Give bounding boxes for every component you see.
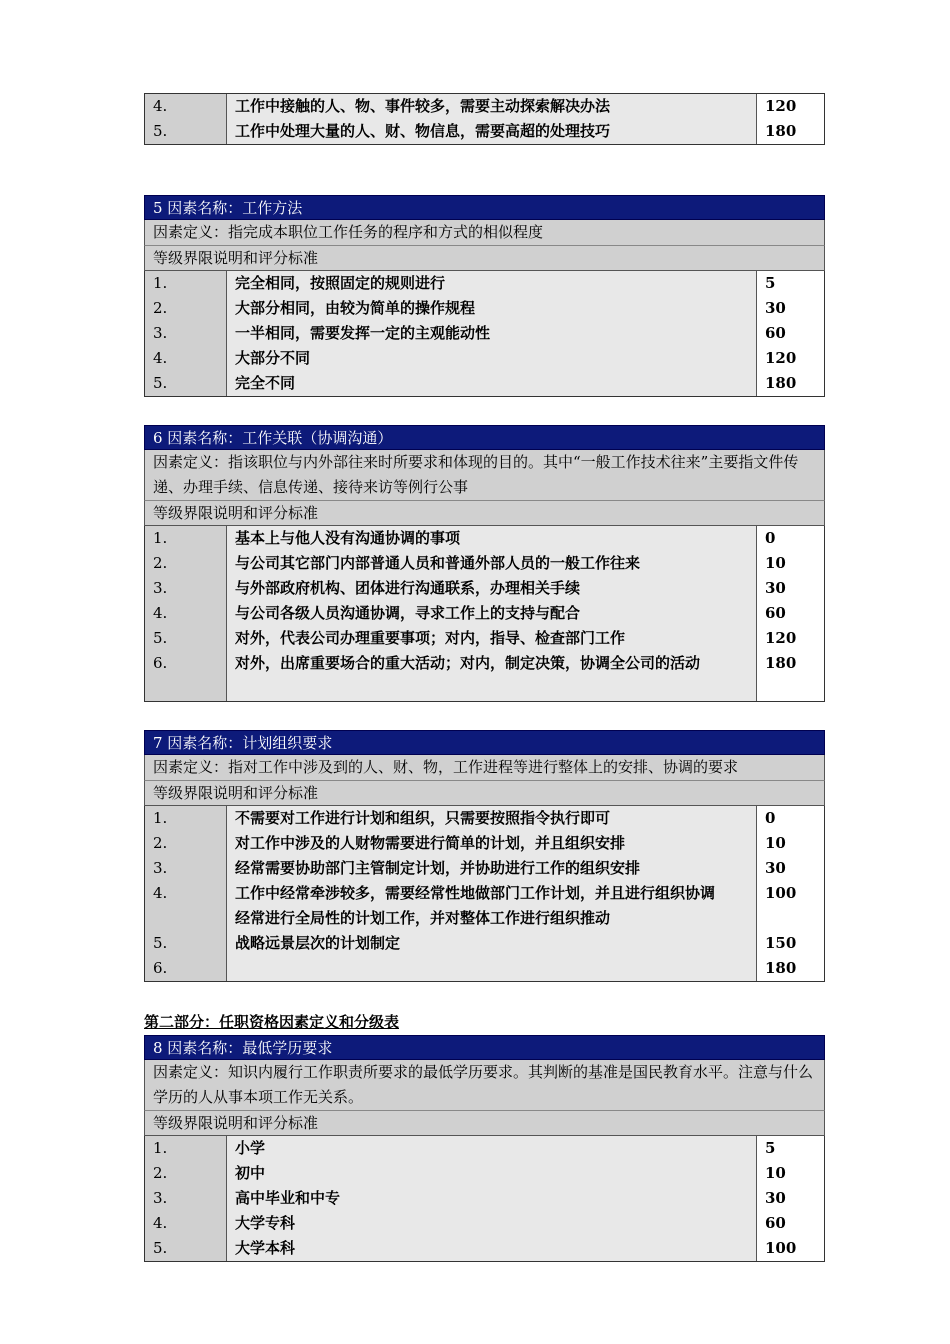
factor-definition: 因素定义：指该职位与内外部往来时所要求和体现的目的。其中“一般工作技术往来”主要指文件传递、办理手续、信息传递、接待来访等例行公事	[144, 450, 825, 501]
level-number: 5.	[153, 374, 168, 392]
level-description: 初中	[235, 1164, 266, 1182]
level-rows	[144, 271, 825, 397]
level-scores	[757, 94, 824, 144]
level-score: 120	[765, 629, 797, 647]
level-score: 5	[765, 274, 776, 292]
level-score: 10	[765, 834, 786, 852]
level-description: 与公司其它部门内部普通人员和普通外部人员的一般工作往来	[235, 554, 641, 572]
level-number: 1.	[153, 529, 168, 547]
levels-label: 等级界限说明和评分标准	[144, 1111, 825, 1136]
level-description: 大学本科	[235, 1239, 296, 1257]
factor-5-table	[144, 195, 825, 397]
level-number: 5.	[153, 122, 168, 140]
factor-title: 5 因素名称：工作方法	[144, 195, 825, 220]
level-number: 2.	[153, 299, 168, 317]
level-description: 完全相同，按照固定的规则进行	[235, 274, 446, 292]
level-number: 3.	[153, 1189, 168, 1207]
level-number: 4.	[153, 97, 168, 115]
level-descriptions	[227, 1136, 757, 1261]
partial-factor-table	[144, 93, 825, 145]
section-title: 第二部分：任职资格因素定义和分级表	[144, 1013, 400, 1031]
level-descriptions	[227, 806, 757, 981]
level-number: 4.	[153, 604, 168, 622]
factor-definition: 因素定义：指对工作中涉及到的人、财、物，工作进程等进行整体上的安排、协调的要求	[144, 755, 825, 781]
level-description: 一半相同，需要发挥一定的主观能动性	[235, 324, 491, 342]
level-score: 10	[765, 554, 786, 572]
level-description: 完全不同	[235, 374, 296, 392]
level-number: 3.	[153, 859, 168, 877]
level-number: 3.	[153, 324, 168, 342]
level-score: 60	[765, 604, 786, 622]
level-description: 对外，代表公司办理重要事项；对内，指导、检查部门工作	[235, 629, 626, 647]
level-description: 工作中经常牵涉较多，需要经常性地做部门工作计划，并且进行组织协调	[235, 884, 716, 902]
factor-definition: 因素定义：知识内履行工作职责所要求的最低学历要求。其判断的基准是国民教育水平。注意与什么学历的人从事本项工作无关系。	[144, 1060, 825, 1111]
level-description: 大部分相同，由较为简单的操作规程	[235, 299, 476, 317]
level-scores	[757, 1136, 824, 1261]
level-score: 180	[765, 122, 797, 140]
level-number: 4.	[153, 1214, 168, 1232]
level-score: 30	[765, 299, 786, 317]
level-score: 0	[765, 809, 776, 827]
level-score: 10	[765, 1164, 786, 1182]
level-score: 5	[765, 1139, 776, 1157]
level-description: 对工作中涉及的人财物需要进行简单的计划，并且组织安排	[235, 834, 626, 852]
level-description: 战略远景层次的计划制定	[235, 934, 401, 952]
level-description: 与公司各级人员沟通协调，寻求工作上的支持与配合	[235, 604, 581, 622]
level-score: 30	[765, 579, 786, 597]
level-numbers	[145, 94, 227, 144]
level-number: 4.	[153, 349, 168, 367]
level-number: 2.	[153, 834, 168, 852]
level-number: 2.	[153, 554, 168, 572]
level-score: 100	[765, 884, 797, 902]
level-numbers	[145, 1136, 227, 1261]
levels-label: 等级界限说明和评分标准	[144, 246, 825, 271]
factor-8-table	[144, 1035, 825, 1262]
level-score: 120	[765, 349, 797, 367]
level-numbers	[145, 806, 227, 981]
levels-label: 等级界限说明和评分标准	[144, 781, 825, 806]
level-number: 4.	[153, 884, 168, 902]
level-score: 180	[765, 959, 797, 977]
level-scores	[757, 806, 824, 981]
factor-definition: 因素定义：指完成本职位工作任务的程序和方式的相似程度	[144, 220, 825, 246]
level-number: 3.	[153, 579, 168, 597]
level-score: 30	[765, 1189, 786, 1207]
level-number: 1.	[153, 274, 168, 292]
level-rows	[144, 806, 825, 982]
factor-7-table	[144, 730, 825, 982]
level-score: 0	[765, 529, 776, 547]
level-rows	[144, 93, 825, 145]
level-description: 大部分不同	[235, 349, 311, 367]
level-score: 150	[765, 934, 797, 952]
level-numbers	[145, 526, 227, 701]
level-scores	[757, 271, 824, 396]
factor-title: 6 因素名称：工作关联（协调沟通）	[144, 425, 825, 450]
level-number: 6.	[153, 654, 168, 672]
level-number: 6.	[153, 959, 168, 977]
level-description: 工作中处理大量的人、财、物信息，需要高超的处理技巧	[235, 122, 611, 140]
level-description: 小学	[235, 1139, 266, 1157]
level-description: 高中毕业和中专	[235, 1189, 341, 1207]
level-number: 1.	[153, 809, 168, 827]
level-scores	[757, 526, 824, 701]
level-description: 大学专科	[235, 1214, 296, 1232]
level-description: 基本上与他人没有沟通协调的事项	[235, 529, 461, 547]
level-descriptions	[227, 526, 757, 701]
level-description: 不需要对工作进行计划和组织，只需要按照指令执行即可	[235, 809, 611, 827]
level-score: 180	[765, 654, 797, 672]
level-descriptions	[227, 271, 757, 396]
level-score: 60	[765, 1214, 786, 1232]
level-description: 工作中接触的人、物、事件较多，需要主动探索解决办法	[235, 97, 611, 115]
level-description: 与外部政府机构、团体进行沟通联系，办理相关手续	[235, 579, 581, 597]
level-description: 经常需要协助部门主管制定计划，并协助进行工作的组织安排	[235, 859, 641, 877]
level-rows	[144, 526, 825, 702]
level-number: 1.	[153, 1139, 168, 1157]
level-description: 对外，出席重要场合的重大活动；对内，制定决策，协调全公司的活动	[235, 654, 701, 672]
factor-title: 7 因素名称：计划组织要求	[144, 730, 825, 755]
level-number: 2.	[153, 1164, 168, 1182]
level-score: 60	[765, 324, 786, 342]
level-numbers	[145, 271, 227, 396]
level-score: 120	[765, 97, 797, 115]
level-descriptions	[227, 94, 757, 144]
level-score: 30	[765, 859, 786, 877]
factor-6-table	[144, 425, 825, 702]
level-score: 100	[765, 1239, 797, 1257]
level-number: 5.	[153, 934, 168, 952]
factor-title: 8 因素名称：最低学历要求	[144, 1035, 825, 1060]
level-rows	[144, 1136, 825, 1262]
levels-label: 等级界限说明和评分标准	[144, 501, 825, 526]
level-number: 5.	[153, 1239, 168, 1257]
level-description: 经常进行全局性的计划工作，并对整体工作进行组织推动	[235, 909, 611, 927]
level-score: 180	[765, 374, 797, 392]
level-number: 5.	[153, 629, 168, 647]
